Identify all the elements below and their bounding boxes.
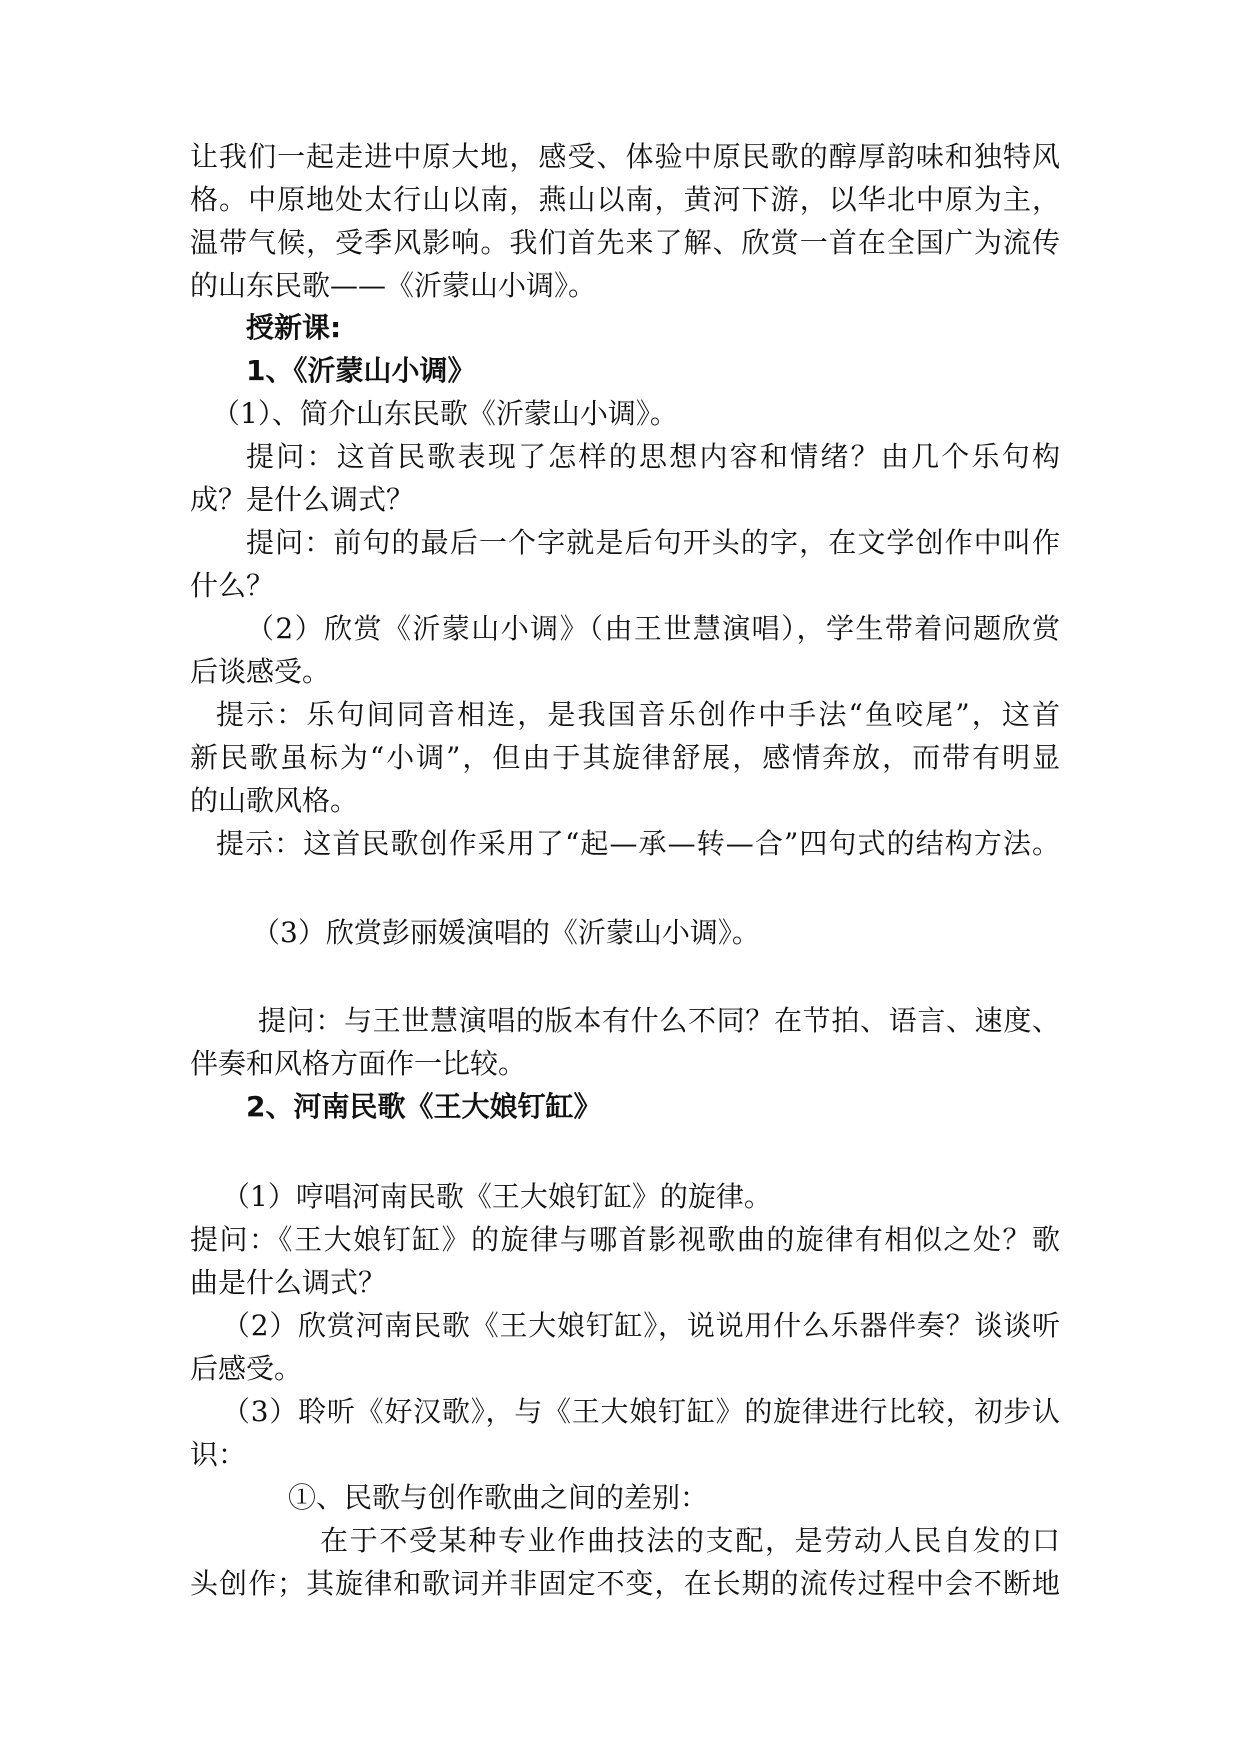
paragraph-line: 新民歌虽标为“小调”，但由于其旋律舒展，感情奔放，而带有明显 xyxy=(190,741,1060,774)
paragraph-line: 提示：这首民歌创作采用了“起—承—转—合”四句式的结构方法。 xyxy=(216,827,1060,860)
paragraph-line: 伴奏和风格方面作一比较。 xyxy=(190,1047,527,1080)
paragraph-line: 头创作；其旋律和歌词并非固定不变，在长期的流传过程中会不断地 xyxy=(190,1567,1060,1600)
paragraph-line: （2）欣赏河南民歌《王大娘钉缸》，说说用什么乐器伴奏？谈谈听 xyxy=(222,1309,1060,1342)
paragraph-line: 温带气候，受季风影响。我们首先来了解、欣赏一首在全国广为流传 xyxy=(190,226,1060,259)
paragraph-line: 成？是什么调式？ xyxy=(190,483,415,516)
paragraph-line: 识： xyxy=(190,1438,247,1471)
paragraph-line: 什么？ xyxy=(190,569,275,602)
paragraph-line: 的山东民歌——《沂蒙山小调》。 xyxy=(190,269,597,302)
section-heading: 2、河南民歌《王大娘钉缸》 xyxy=(246,1090,602,1123)
paragraph-line: （3）聆听《好汉歌》，与《王大娘钉缸》的旋律进行比较，初步认 xyxy=(222,1395,1060,1428)
paragraph-line: 的山歌风格。 xyxy=(190,784,359,817)
paragraph-line: （1）哼唱河南民歌《王大娘钉缸》的旋律。 xyxy=(222,1180,772,1213)
paragraph-line: 曲是什么调式？ xyxy=(190,1266,387,1299)
paragraph-line: 提问：《王大娘钉缸》的旋律与哪首影视歌曲的旋律有相似之处？歌 xyxy=(190,1223,1060,1256)
paragraph-line: ①、民歌与创作歌曲之间的差别： xyxy=(288,1481,709,1514)
paragraph-line: （1）、简介山东民歌《沂蒙山小调》。 xyxy=(212,397,678,430)
paragraph-line: （2）欣赏《沂蒙山小调》（由王世慧演唱），学生带着问题欣赏 xyxy=(246,612,1060,645)
paragraph-line: 格。中原地处太行山以南，燕山以南，黄河下游，以华北中原为主， xyxy=(190,183,1060,216)
paragraph-line: 提示：乐句间同音相连，是我国音乐创作中手法“鱼咬尾”，这首 xyxy=(216,698,1060,731)
paragraph-line: 提问：前句的最后一个字就是后句开头的字，在文学创作中叫作 xyxy=(246,526,1060,559)
paragraph-line: 让我们一起走进中原大地，感受、体验中原民歌的醇厚韵味和独特风 xyxy=(190,140,1060,173)
paragraph-line: 提问：这首民歌表现了怎样的思想内容和情绪？由几个乐句构 xyxy=(246,440,1060,473)
paragraph-line: 后感受。 xyxy=(190,1352,303,1385)
paragraph-line: 提问：与王世慧演唱的版本有什么不同？在节拍、语言、速度、 xyxy=(258,1004,1060,1037)
paragraph-line: （3）欣赏彭丽媛演唱的《沂蒙山小调》。 xyxy=(252,916,760,949)
paragraph-line: 在于不受某种专业作曲技法的支配，是劳动人民自发的口 xyxy=(320,1524,1060,1557)
paragraph-line: 后谈感受。 xyxy=(190,655,331,688)
section-heading: 授新课: xyxy=(246,311,342,344)
section-heading: 1、《沂蒙山小调》 xyxy=(246,354,476,387)
